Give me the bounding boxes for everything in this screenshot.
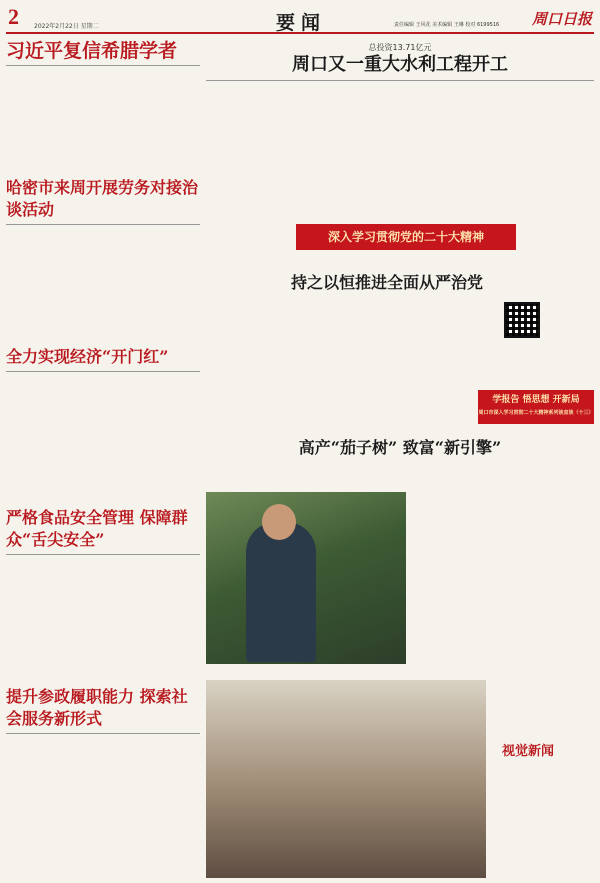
feature-headline-eggplant: 高产“茄子树” 致富“新引擎” [298,438,502,457]
photo-person-head [262,504,296,540]
headline-food-safety: 严格食品安全管理 保障群众“舌尖安全” [6,508,188,549]
editors-line: 责任编辑 王风花 美术编辑 王琳 校对 6199516 [394,22,500,28]
page-number: 2 [8,4,19,29]
section-feature [206,436,594,460]
news-photo-visual [206,680,486,878]
divider [6,554,200,555]
masthead [6,4,594,34]
promo-box [478,390,594,424]
divider [6,733,200,734]
headline-participation: 提升参政履职能力 探索社会服务新形式 [6,687,188,728]
article-text [6,558,200,686]
divider [6,65,200,66]
left-column [6,40,200,878]
divider [206,80,594,81]
kicker: 总投资13.71亿元 [368,43,432,52]
article-text [6,737,200,883]
news-photo-eggplant [206,492,406,664]
lead-article-text [206,84,594,194]
headline-xi-reply: 习近平复信希腊学者 [6,40,178,62]
headline-hami: 哈密市来周开展劳务对接治谈活动 [6,178,199,219]
promo-title: 学报告 悟思想 开新局 [492,395,580,405]
lead-headline: 周口又一重大水利工程开工 [292,54,508,75]
visual-news-caption [502,768,594,878]
promo-subtitle: 周口市深入学习贯彻二十大精神系列谈直谈（十三） [478,410,594,416]
photo-person [246,522,316,662]
article-text [6,375,200,507]
article-text [6,228,200,346]
feature-headline: 持之以恒推进全面从严治党 [290,273,483,292]
headline-economy: 全力实现经济“开门红” [6,347,169,366]
newspaper-logo: 周口日报 [531,10,592,28]
article-text [6,69,200,177]
issue-date: 2022年2月22日 星期二 [34,23,99,30]
main-area [206,40,594,878]
qr-code-icon[interactable] [504,302,540,338]
eggplant-article-text [412,492,594,664]
visual-news-label: 视觉新闻 [502,744,555,759]
divider [6,224,200,225]
section-title: 要闻 [276,12,327,34]
feature-article-text [206,296,496,416]
theme-banner: 深入学习贯彻党的二十大精神 [296,224,516,250]
divider [6,371,200,372]
